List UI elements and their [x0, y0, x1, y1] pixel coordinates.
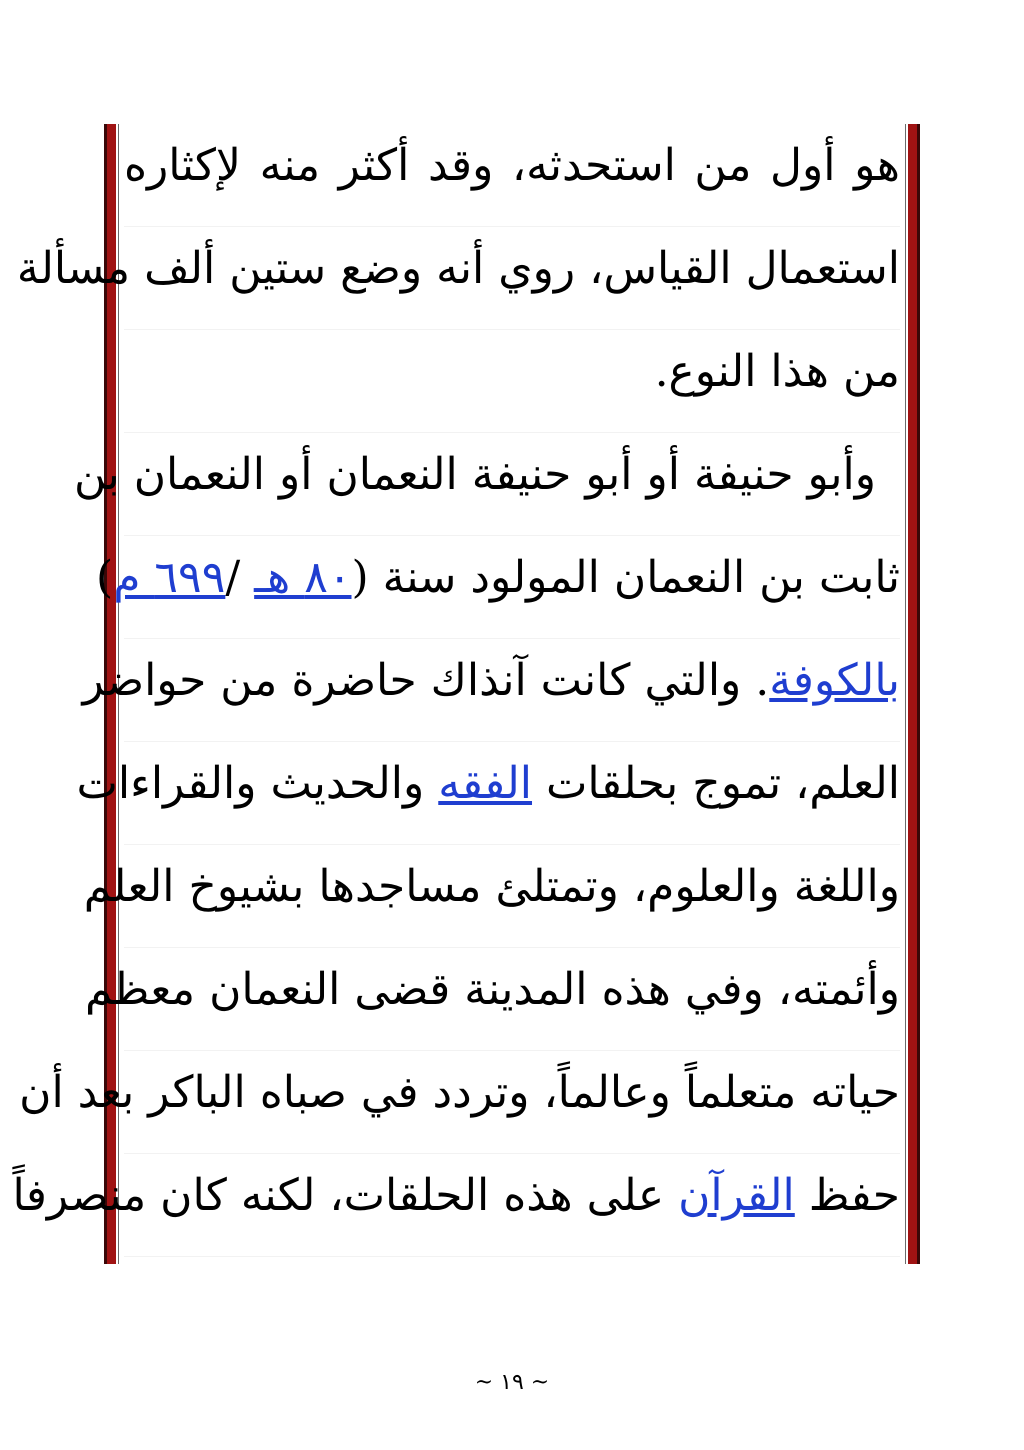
text-segment: هو أول من استحدثه، وقد أكثر منه لإكثاره: [124, 140, 900, 191]
text-segment: ثابت بن النعمان المولود سنة (: [351, 552, 900, 603]
text-segment: استعمال القياس، روي أنه وضع ستين ألف مسألة: [16, 243, 900, 294]
right-decorative-border: [908, 124, 920, 1264]
right-inner-rule: [905, 124, 906, 1264]
text-line: [12, 1154, 900, 1257]
text-segment: ): [96, 552, 114, 603]
text-segment: وأئمته، وفي هذه المدينة قضى النعمان معظم: [84, 964, 900, 1015]
text-segment: . والتي كانت آنذاك حاضرة من حواضر: [82, 655, 770, 706]
text-line: [82, 639, 900, 742]
text-segment: حياته متعلماً وعالماً، وتردد في صباه الباكر بعد أن: [19, 1067, 900, 1118]
hyperlink[interactable]: ٨٠ هـ: [254, 552, 352, 603]
right-border-dark-stripe: [917, 124, 920, 1264]
text-line: [84, 948, 900, 1051]
hyperlink[interactable]: بالكوفة: [769, 655, 900, 706]
text-line: [16, 227, 900, 330]
text-line: [19, 1051, 900, 1154]
text-segment: واللغة والعلوم، وتمتلئ مساجدها بشيوخ العلم: [83, 861, 900, 912]
hyperlink[interactable]: الفقه: [438, 758, 533, 809]
text-segment: حفظ: [794, 1170, 900, 1221]
text-line: [124, 330, 900, 433]
page-number: ~ ١٩ ~: [474, 1370, 550, 1395]
hyperlink[interactable]: القرآن: [678, 1170, 795, 1221]
text-segment: والحديث والقراءات: [76, 758, 439, 809]
text-segment: من هذا النوع.: [654, 346, 900, 397]
hyperlink[interactable]: ٦٩٩ م: [113, 552, 226, 603]
body-text: [12, 124, 900, 1257]
text-line: [76, 742, 900, 845]
right-border-red-stripe: [908, 124, 917, 1264]
text-line: [83, 845, 900, 948]
text-segment: /: [225, 552, 255, 603]
text-line: [96, 536, 900, 639]
text-segment: العلم، تموج بحلقات: [532, 758, 900, 809]
text-segment: وأبو حنيفة أو أبو حنيفة النعمان أو النعمان بن: [73, 449, 876, 500]
text-segment: على هذه الحلقات، لكنه كان منصرفاً: [12, 1170, 679, 1221]
text-line: [124, 124, 900, 227]
text-line: [73, 433, 900, 536]
